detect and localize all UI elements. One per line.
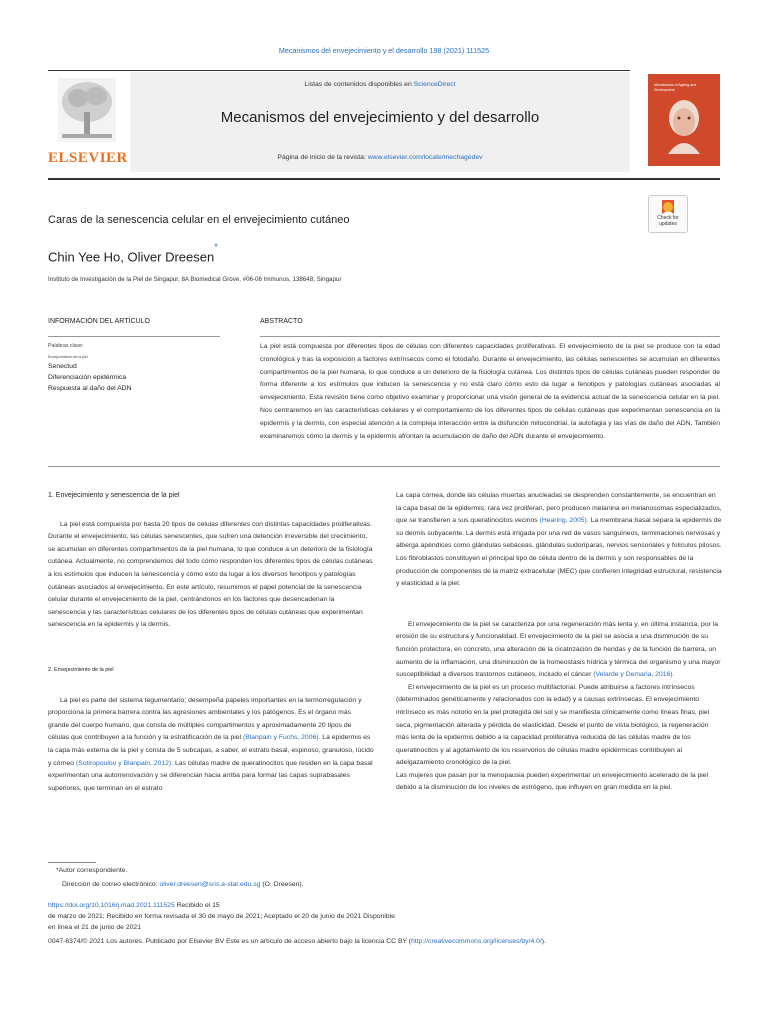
citation-link[interactable]: (Sotiropoulou y Blanpain, 2012).: [75, 759, 174, 767]
contents-line: Listas de contenidos disponibles en ScienceDirect: [304, 81, 456, 88]
section-heading: 1. Envejecimiento y senescencia de la piel: [48, 492, 180, 499]
header-top-rule: [48, 70, 630, 71]
abstract-text: La piel está compuesta por diferentes tipos de células con diferentes capacidades proliferativas. El envejecimiento de la piel se produce con la edad cronológica y tras la exposición a factores extrínsecos como el fotodaño. Durante el envejecimiento, las células senescentes se acumulan en diferentes compartimentos de la piel humana, lo que conduce a un deterioro de la fisiología cutánea. Los distintos tipos de células cutáneas pueden responder de forma diferente a los estímulos que inducen la senescencia y no está claro cómo esto da lugar a fenotipos y patologías cutáneas asociadas al envejecimiento. Esta revisión tiene como objetivo examinar y proporcionar una visión general de la evidencia actual de la senescencia celular en la piel. Nos centraremos en las características celulares y el comportamiento de los diferentes tipos de células cutáneas que experimentan senescencia en la epidermis y la dermis, con especial atención a la compleja interacción entre la disfunción mitocondrial, la autofagia y las vías de daño del ADN. También examinaremos cómo la dermis y la epidermis afrontan la acumulación de daño del ADN durante el envejecimiento.: [260, 343, 720, 440]
elsevier-logo: [48, 78, 126, 168]
article-authors: Chin Yee Ho, Oliver Dreesen*: [48, 242, 218, 265]
keyword: Respuesta al daño del ADN: [48, 385, 132, 392]
email-line: Dirección de correo electrónico: oliver.dreesen@sris.a-star.edu.sg (O. Dreesen).: [62, 881, 304, 888]
check-for-updates-button[interactable]: [648, 195, 688, 233]
received-line: de marzo de 2021; Recibido en forma revisada el 30 de mayo de 2021; Aceptado el 20 de junio de 2021 Disponible: [48, 913, 395, 920]
abstract-bottom-rule: [48, 466, 720, 467]
journal-homepage-link[interactable]: www.elsevier.com/locate/mechagedev: [367, 154, 483, 161]
author-affiliation: Instituto de Investigación de la Piel de Singapur, 8A Biomedical Grove, #06-06 Immunos, 138648, Singapur: [48, 276, 342, 283]
article-info-heading: INFORMACIÓN DEL ARTÍCULO: [48, 318, 150, 325]
paragraph: La capa córnea, donde las células muertas anucleadas se desprenden constantemente, se encuentran en la capa basal de la epidermis; rara vez proliferan, pero producen melanina en melanosomas especializados, que se transfieren a sus queratinocitos vecinos (Hearing, 2005). La membrana basal separa la epidermis de su dermis subyacente. La dermis está irrigada por una red de vasos sanguíneos, terminaciones nerviosas y alberga apéndices como glándulas sebáceas, glándulas sudoríparas, nervios sensoriales y folículos pilosos. Los fibroblastos constituyen el principal tipo de célula dentro de la dermis y son responsables de la producción de componentes de la matriz extracelular (MEC) que confieren integridad estructural, resistencia y elasticidad a la piel.: [396, 492, 722, 588]
subsection-heading: 2. Envejecimiento de la piel: [48, 666, 114, 673]
keywords-list: [48, 361, 228, 394]
license-line: 0047-6374/© 2021 Los autores. Publicado por Elsevier BV Este es un artículo de acceso abierto bajo la licencia CC BY (http://creativecommons.org/licenses/by/4.0/).: [48, 938, 546, 945]
email-link[interactable]: oliver.dreesen@sris.a-star.edu.sg: [159, 881, 261, 888]
keywords-label: Palabras clave:: [48, 343, 84, 349]
doi-line: https://doi.org/10.1016/j.mad.2021.111525 Recibido el 15: [48, 902, 220, 909]
sciencedirect-link[interactable]: ScienceDirect: [413, 81, 456, 88]
paragraph: La piel está compuesta por hasta 20 tipos de células diferentes con distintas capacidades proliferativas. Durante el envejecimiento, las células senescentes, que sufren una detención irreversible del crecimiento, se acumulan en diferentes compartimentos de la piel humana, lo que conduce a un deterioro de la fisiología cutánea. Actualmente, no comprendemos del todo cómo responden los diferentes tipos de células cutáneas a los estímulos que inducen la senescencia y cómo esto da lugar a los diversos fenotipos y patologías cutáneas asociados al envejecimiento. En este artículo, resumimos el papel potencial de la senescencia celular durante el envejecimiento de la piel, centrándonos en los factores que desencadenan la senescencia y las características celulares de los diferentes tipos de células cutáneas que experimentan senescencia en la epidermis y la dermis.: [48, 520, 373, 629]
journal-title: Mecanismos del envejecimiento y del desarrollo: [220, 109, 540, 126]
citation-link[interactable]: (Hearing, 2005).: [539, 517, 589, 525]
paragraph: El envejecimiento de la piel es un proceso multifactorial. Puede atribuirse a factores intrínsecos (determinados genéticamente y relacionados con la edad) y a causas extrínsecas. El envejecimiento intrínseco es más notorio en la piel protegida del sol y se manifiesta clínicamente como líneas finas, piel seca, pigmentación alterada y pérdida de elasticidad. Desde el punto de vista biológico, la regeneración más lenta de la epidermis debido a la capacidad proliferativa reducida de las células madre de los queratinocitos y al agotamiento de los reservorios de células madre epidérmicas contribuyen al adelgazamiento cronológico de la piel.: [396, 683, 710, 767]
footnote-rule: [48, 862, 96, 863]
journal-reference[interactable]: Mecanismos del envejecimiento y el desarrollo 198 (2021) 111525: [278, 46, 490, 55]
publisher-name: ELSEVIER: [48, 150, 128, 166]
keyword: Senectud: [48, 363, 77, 370]
corresponding-author-mark[interactable]: *: [214, 242, 218, 252]
paragraph: El envejecimiento de la piel se caracteriza por una regeneración más lenta y, en última instancia, por la erosión de su estructura y funcionalidad. El envejecimiento de la piel se asocia a una disminución de su función protectora, en concreto, una alteración de la cicatrización de heridas y de la función de barrera, un aumento de la inflamación, una disminución de la homeostasis hídrica y térmica del organismo y una mayor susceptibilidad a diversos trastornos cutáneos, incluido el cáncer (Velarde y Demaria, 2016).: [396, 620, 721, 679]
body-left-column: [48, 490, 374, 795]
journal-cover: [648, 74, 720, 166]
article-title: Caras de la senescencia celular en el envejecimiento cutáneo: [48, 214, 350, 226]
info-rule: [48, 336, 220, 337]
online-line: en línea el 21 de junio de 2021: [48, 924, 141, 931]
body-right-column: [396, 490, 722, 795]
cover-title: Mechanisms of Ageing and Development: [654, 83, 697, 92]
corresponding-note: *Autor correspondiente.: [56, 867, 128, 874]
citation-link[interactable]: (Velarde y Demaria, 2016).: [593, 671, 675, 679]
header-bottom-rule: [48, 178, 720, 180]
paragraph: Las mujeres que pasan por la menopausia pueden experimentar un envejecimiento acelerado de la piel debido a la disminución de los niveles de estrógeno, que influyen en gran medida en la piel.: [396, 771, 709, 792]
check-label-1: Check for: [657, 215, 679, 221]
abstract-rule: [260, 336, 720, 337]
doi-link[interactable]: https://doi.org/10.1016/j.mad.2021.111525: [48, 902, 175, 909]
abstract-heading: ABSTRACTO: [260, 318, 303, 325]
check-label-2: updates: [659, 220, 677, 227]
license-link[interactable]: http://creativecommons.org/licenses/by/4.0/: [411, 938, 542, 945]
elsevier-tree-icon: [58, 78, 116, 142]
journal-banner: [130, 72, 630, 172]
keyword: Diferenciación epidérmica: [48, 374, 127, 381]
citation-link[interactable]: (Blanpain y Fuchs, 2006).: [242, 734, 321, 742]
check-updates-icon: [649, 197, 687, 217]
journal-homepage-line: Página de inicio de la revista: www.elsevier.com/locate/mechagedev: [277, 154, 483, 161]
paragraph: La piel es parte del sistema tegumentario; desempeña papeles importantes en la termorregulación y proporciona la primera barrera contra las agresiones ambientales y los patógenos. Es el órgano más grande del cuerpo humano, que consta de múltiples compartimentos y aproximadamente 20 tipos de células que contribuyen a la función y la estratificación de la piel (Blanpain y Fuchs, 2006). La epidermis es la capa más externa de la piel y consta de 5 subcapas, a saber, el estrato basal, espinoso, granuloso, lúcido y córneo (Sotiropoulou y Blanpain, 2012). Las células madre de queratinocitos que residen en la capa basal experimentan una autorrenovación y se diferencian hacia arriba para formar las capas suprabasales superiores, que terminan en el estrato: [48, 696, 374, 792]
cover-illustration-icon: [662, 96, 706, 154]
keywords-subtitle: Envejecimiento de la piel: [48, 355, 88, 359]
